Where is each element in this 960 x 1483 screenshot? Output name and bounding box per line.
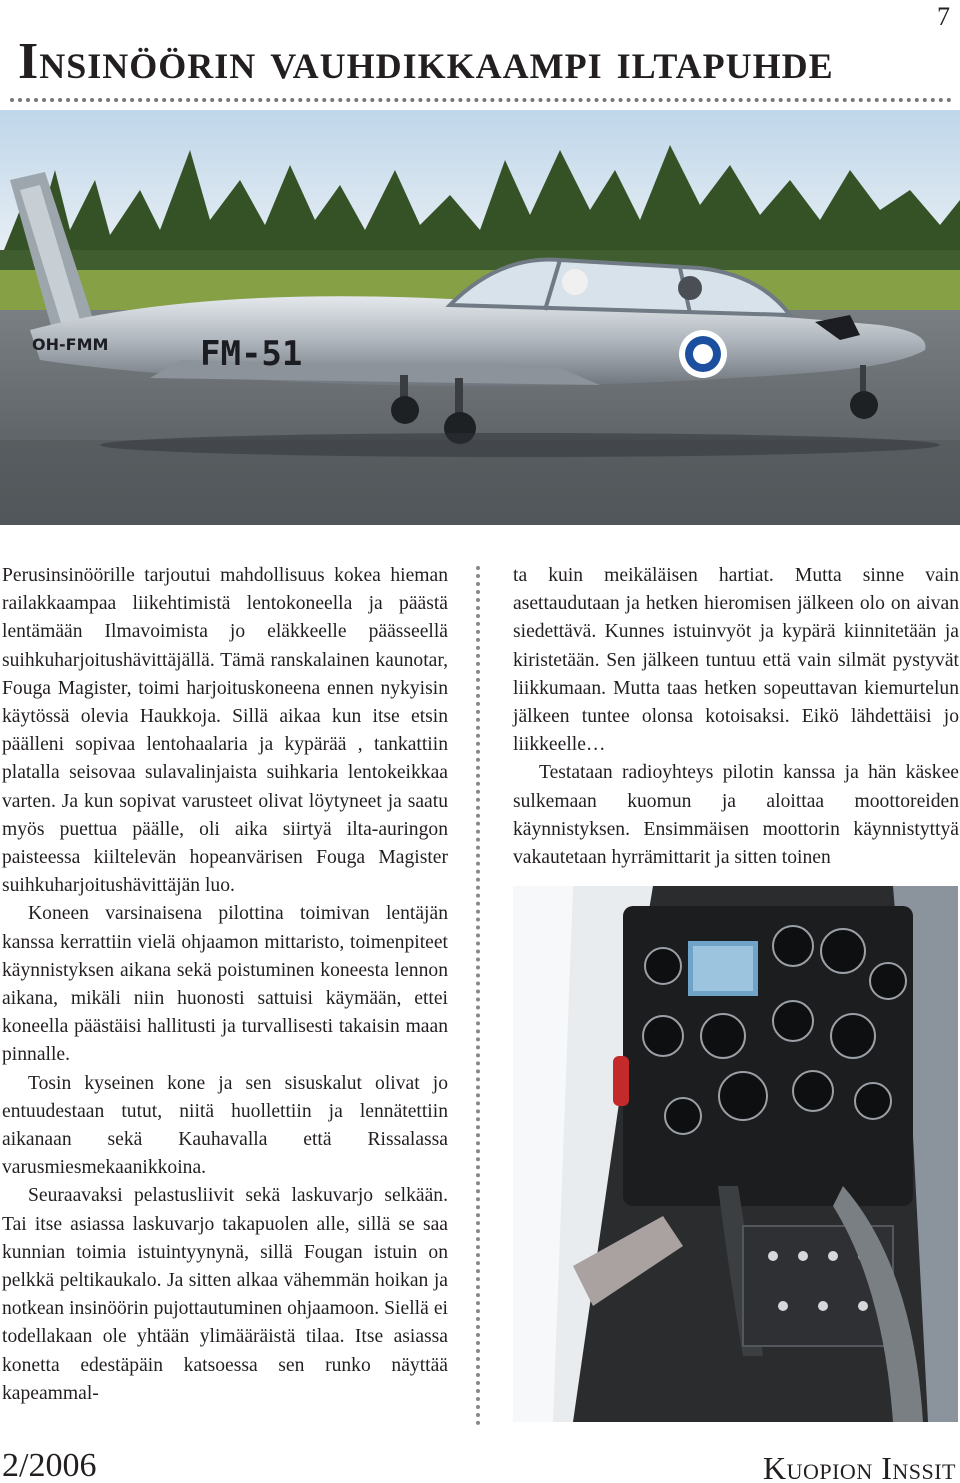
column-dotted-divider [476,566,480,1426]
paragraph-settling-in: ta kuin meikäläisen hartiat. Mutta sinne vain asettaudutaan ja hetken hieromisen jälkeen olo on aivan siedettävä. Kunnes istuinvyöt ja kypärä kiinnitetään ja kiristetään. Sen jälkeen tuntuu että vain silmät pystyvät liikkumaan. Mutta taas hetken sopeuttavan kiemurtelun jälkeen tuntee olonsa kotoisaksi. Eikö lähdettäisi jo liikkeelle… [513,565,959,756]
cockpit-photo [513,886,958,1422]
paragraph-boarding: Seuraavaksi pelastusliivit sekä laskuvarjo selkään. Tai itse asiassa laskuvarjo takapuolen alle, sillä se saa kunnian toimia istuintyynynä, sillä Fougan istuin on pelkkä peltikaukalo. Ja sitten alkaa vähemmän hoikan ja notkean insinöörin pujottautuminen ohjaamoon. Siellä ei todellakaan ole yhtään ylimääräistä tilaa. Itse asiassa konetta edestäpäin katsoessa sen runko näyttää kapeammal- [2,1185,448,1404]
title-dotted-rule [10,98,952,102]
paragraph-intro: Perusinsinöörille tarjoutui mahdollisuus kokea hieman railakkaampaa liikehtimistä lentokoneella ja päästä lentämään Ilmavoimista jo eläkkeelle päässeellä suihkuharjoitushävittäjällä. Tämä ranskalainen kaunotar, Fouga Magister, toimi harjoituskoneena ennen nykyisin käytössä olevia Haukkoja. Sillä aikaa kun itse etsin päälleni sopivaa lentohaalaria ja kypärää , tankattiin platalla seisovaa sulavalinjaista suihkaria lentokeikkaa varten. Ja kun sopivat varusteet olivat löytyneet ja saatu myös puettua päälle, oli aika siirtyä ilta-auringon paisteessa kiiltelevän hopeanvärisen Fouga Magister suihkuharjoitushävittäjän luo. [2,565,448,897]
page-number: 7 [937,2,950,31]
paragraph-radio-test: Testataan radioyhteys pilotin kanssa ja hän käskee sulkemaan kuomun ja aloittaa moottoreiden käynnistyksen. Ensimmäisen moottorin käynnistyttyä vakautetaan hyrrämittarit ja sitten toinen [513,762,959,869]
article-column-left [2,562,448,1408]
article-column-right [513,562,959,872]
paragraph-cockpit-review: Koneen varsinaisena pilottina toimivan lentäjän kanssa kerrattiin vielä ohjaamon mittaristo, toimenpiteet käynnistyksen aikana sekä poistuminen koneesta lennon aikana, mikäli niin huonosti sattuisi käymään, ettei koneella päästäisi hallitusti ja turvallisesti takaisin maan pinnalle. [2,903,448,1066]
paragraph-familiar-plane: Tosin kyseinen kone ja sen sisuskalut olivat jo entuudestaan tutut, niitä huollettiin ja lennätettiin aikanaan sekä Kauhavalla että Rissalassa varusmiesmekaanikkoina. [2,1072,448,1179]
aircraft-code: FM-51 [200,334,303,374]
article-title: Insinöörin vauhdikkaampi iltapuhde [18,33,834,90]
magazine-name: Kuopion Inssit [762,1450,956,1483]
aircraft-registration: OH-FMM [32,335,109,354]
aircraft-photo [0,110,960,525]
issue-number: 2/2006 [2,1447,97,1483]
